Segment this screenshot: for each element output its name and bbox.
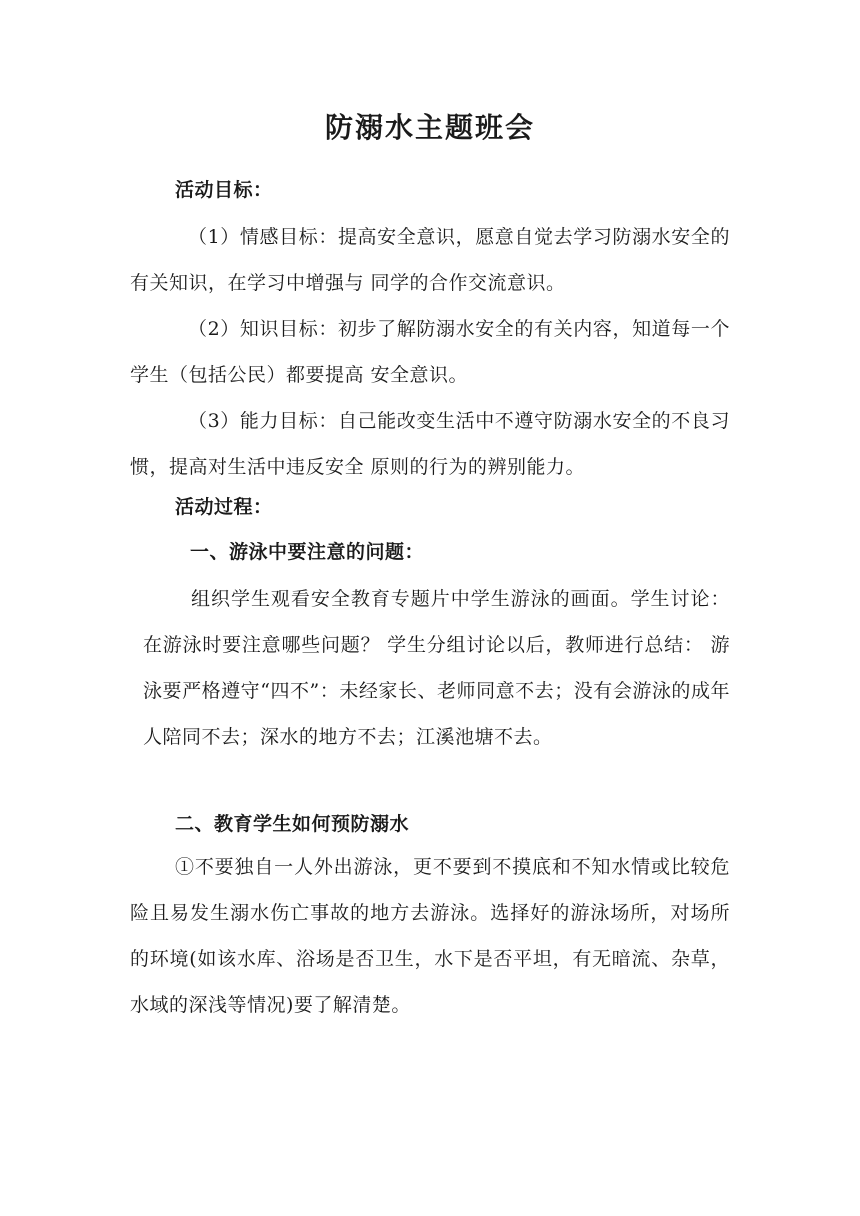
section-2-item-1: ①不要独自一人外出游泳，更不要到不摸底和不知水情或比较危险且易发生溺水伤亡事故的地方去游泳。选择好的游泳场所，对场所的环境(如该水库、浴场是否卫生，水下是否平坦，有无暗流、杂草，水域的深浅等情况)要了解清楚。	[130, 856, 730, 1016]
goals-heading: 活动目标：	[175, 179, 273, 201]
section-2-heading: 二、教育学生如何预防溺水	[175, 813, 410, 835]
section-1-body: 组织学生观看安全教育专题片中学生游泳的画面。学生讨论：在游泳时要注意哪些问题？ 学生分组讨论以后，教师进行总结： 游泳要严格遵守“四不”：未经家长、老师同意不去；没有会游泳的成年人陪同不去；深水的地方不去；江溪池塘不去。	[143, 588, 730, 748]
goal-paragraph-3: （3）能力目标：自己能改变生活中不遵守防溺水安全的不良习惯，提高对生活中违反安全 原则的行为的辨别能力。	[130, 410, 730, 478]
goal-paragraph-1: （1）情感目标：提高安全意识，愿意自觉去学习防溺水安全的有关知识，在学习中增强与 同学的合作交流意识。	[130, 226, 730, 294]
goal-paragraph-2: （2）知识目标：初步了解防溺水安全的有关内容，知道每一个学生（包括公民）都要提高 安全意识。	[130, 318, 730, 386]
page-title: 防溺水主题班会	[324, 111, 535, 144]
process-heading: 活动过程：	[175, 496, 273, 518]
section-1-heading: 一、游泳中要注意的问题：	[190, 541, 425, 563]
